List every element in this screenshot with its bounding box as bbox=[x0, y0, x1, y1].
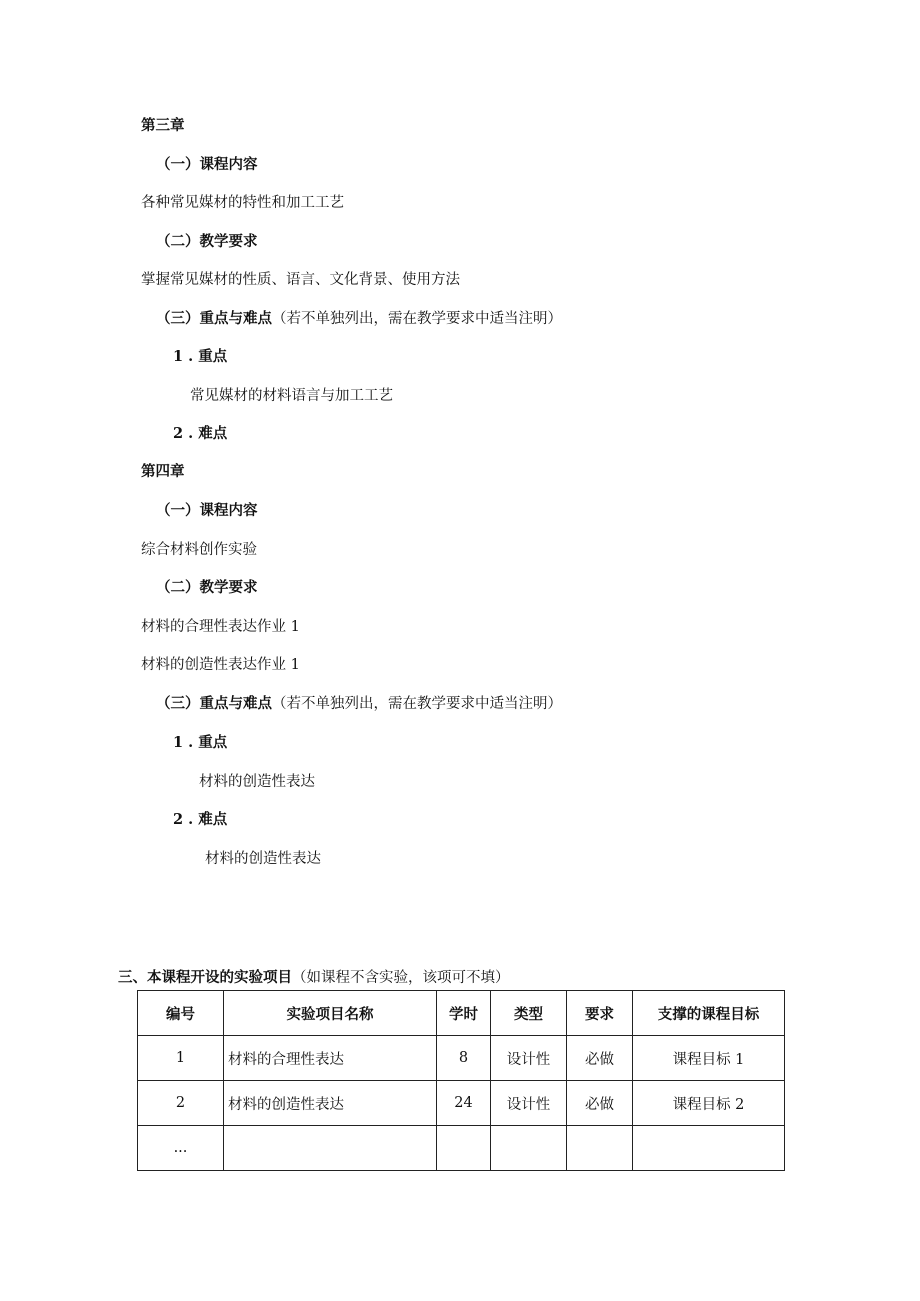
chapter4-difficulty-label: 2 . 难点 bbox=[173, 811, 228, 828]
chapter4-requirements-text-1: 材料的合理性表达作业 1 bbox=[141, 619, 300, 635]
chapter4-key-heading: （三）重点与难点 bbox=[156, 695, 272, 712]
experiments-table bbox=[137, 990, 785, 1171]
cell-name: 材料的合理性表达 bbox=[224, 1036, 437, 1081]
cell-requirement: 必做 bbox=[567, 1081, 633, 1126]
table-row bbox=[138, 1036, 785, 1081]
chapter3-content-heading: （一）课程内容 bbox=[156, 156, 258, 173]
chapter4-title: 第四章 bbox=[141, 463, 185, 480]
column-header-number: 编号 bbox=[138, 991, 224, 1036]
chapter3-difficulty-label: 2 . 难点 bbox=[173, 425, 228, 442]
column-header-requirement: 要求 bbox=[567, 991, 633, 1036]
experiments-heading: 三、本课程开设的实验项目 bbox=[118, 969, 292, 986]
cell-name: 材料的创造性表达 bbox=[224, 1081, 437, 1126]
chapter3-requirements-heading: （二）教学要求 bbox=[156, 233, 258, 250]
cell-number: 1 bbox=[138, 1036, 224, 1081]
column-header-hours: 学时 bbox=[437, 991, 491, 1036]
cell-hours: 8 bbox=[437, 1036, 491, 1081]
column-header-name: 实验项目名称 bbox=[224, 991, 437, 1036]
chapter4-content-text: 综合材料创作实验 bbox=[141, 542, 257, 558]
chapter3-key-note: （若不单独列出，需在教学要求中适当注明） bbox=[272, 311, 562, 327]
cell-name bbox=[224, 1126, 437, 1171]
chapter4-requirements-heading: （二）教学要求 bbox=[156, 579, 258, 596]
chapter3-key-point-text: 常见媒材的材料语言与加工工艺 bbox=[190, 388, 393, 404]
experiments-heading-note: （如课程不含实验，该项可不填） bbox=[292, 970, 510, 986]
cell-number: 2 bbox=[138, 1081, 224, 1126]
chapter4-key-point-text: 材料的创造性表达 bbox=[199, 774, 315, 790]
cell-type: 设计性 bbox=[491, 1036, 567, 1081]
chapter3-key-heading-line bbox=[156, 309, 562, 329]
table-row bbox=[138, 1126, 785, 1171]
chapter3-content-text: 各种常见媒材的特性和加工工艺 bbox=[141, 195, 344, 211]
chapter3-title: 第三章 bbox=[141, 117, 185, 134]
chapter4-difficulty-text: 材料的创造性表达 bbox=[205, 851, 321, 867]
chapter4-key-point-label: 1 . 重点 bbox=[173, 734, 228, 751]
table-header-row bbox=[138, 991, 785, 1036]
column-header-objective: 支撑的课程目标 bbox=[633, 991, 785, 1036]
experiments-heading-line bbox=[118, 968, 510, 988]
cell-hours: 24 bbox=[437, 1081, 491, 1126]
chapter4-content-heading: （一）课程内容 bbox=[156, 502, 258, 519]
chapter4-key-note: （若不单独列出，需在教学要求中适当注明） bbox=[272, 696, 562, 712]
cell-type: 设计性 bbox=[491, 1081, 567, 1126]
cell-number: ... bbox=[138, 1126, 224, 1171]
chapter4-requirements-text-2: 材料的创造性表达作业 1 bbox=[141, 657, 300, 673]
chapter3-requirements-text: 掌握常见媒材的性质、语言、文化背景、使用方法 bbox=[141, 272, 460, 288]
cell-objective: 课程目标 1 bbox=[633, 1036, 785, 1081]
chapter4-key-heading-line bbox=[156, 694, 562, 714]
cell-requirement: 必做 bbox=[567, 1036, 633, 1081]
chapter3-key-point-label: 1 . 重点 bbox=[173, 348, 228, 365]
cell-requirement bbox=[567, 1126, 633, 1171]
cell-objective: 课程目标 2 bbox=[633, 1081, 785, 1126]
cell-hours bbox=[437, 1126, 491, 1171]
cell-objective bbox=[633, 1126, 785, 1171]
table-row bbox=[138, 1081, 785, 1126]
chapter3-key-heading: （三）重点与难点 bbox=[156, 310, 272, 327]
column-header-type: 类型 bbox=[491, 991, 567, 1036]
cell-type bbox=[491, 1126, 567, 1171]
